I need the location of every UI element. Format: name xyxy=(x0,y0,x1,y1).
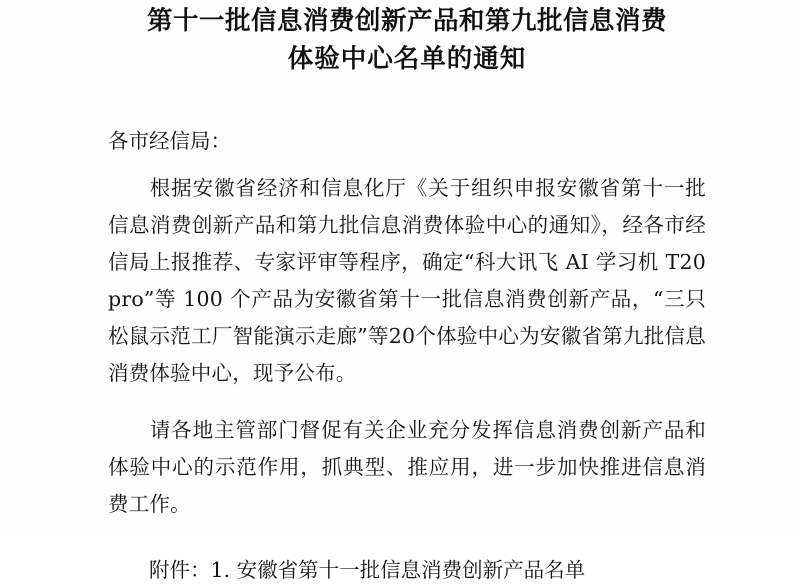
page-title xyxy=(108,0,706,78)
body-paragraph-2-text: 请各地主管部门督促有关企业充分发挥信息消费创新产品和体验中心的示范作用，抓典型、推应用，进一步加快推进信息消费工作。 xyxy=(108,418,706,516)
body-paragraph-1-text: 根据安徽省经济和信息化厅《关于组织申报安徽省第十一批信息消费创新产品和第九批信息消费体验中心的通知》，经各市经信局上报推荐、专家评审等程序，确定“科大讯飞 AI 学习机 T20 pro”等 100 个产品为安徽省第十一批信息消费创新产品，“三只松鼠示范工厂智能演示走廊”等20个体验中心为安徽省第九批信息消费体验中心，现予公布。 xyxy=(108,176,706,385)
body-paragraph-2 xyxy=(108,392,706,523)
attachment-label: 附件： xyxy=(149,558,211,582)
page-title-line-1: 第十一批信息消费创新产品和第九批信息消费 xyxy=(146,6,667,36)
attachment-item-1: 1. 安徽省第十一批信息消费创新产品名单 xyxy=(210,558,586,582)
page-title-line-2: 体验中心名单的通知 xyxy=(287,44,527,74)
body-paragraph-1 xyxy=(108,158,706,392)
salutation: 各市经信局： xyxy=(108,129,231,153)
